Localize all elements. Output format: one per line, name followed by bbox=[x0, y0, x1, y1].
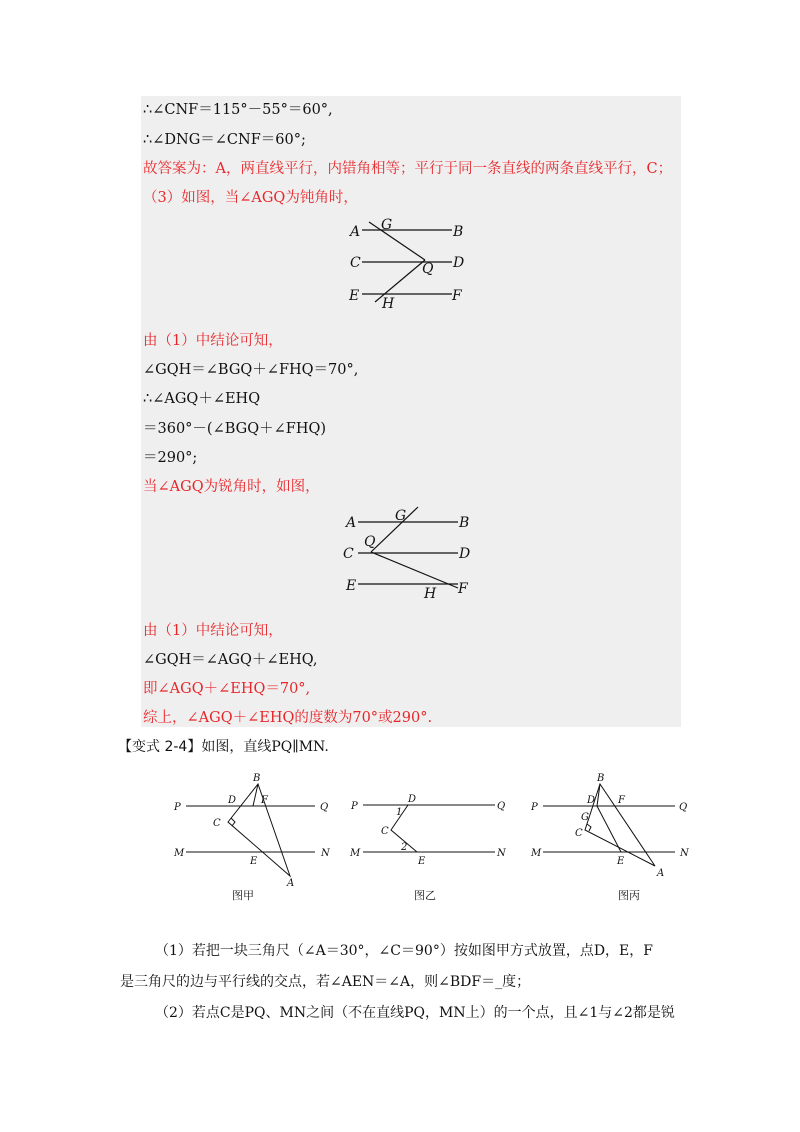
figure-bing bbox=[525, 772, 700, 907]
fig1-label-D: D bbox=[453, 255, 465, 271]
jia-caption: 图甲 bbox=[232, 889, 254, 902]
bing-P: P bbox=[531, 802, 538, 813]
fig2-label-H: H bbox=[424, 586, 437, 602]
solution-line-8: ＝360°－(∠BGQ＋∠FHQ) bbox=[143, 421, 327, 437]
solution-line-9: ＝290°; bbox=[143, 450, 198, 466]
fig2-label-B: B bbox=[459, 515, 470, 531]
fig1-label-C: C bbox=[350, 255, 361, 271]
fig1-label-E: E bbox=[349, 288, 360, 304]
yi-C: C bbox=[381, 826, 389, 837]
solution-line-12: ∠GQH＝∠AGQ＋∠EHQ, bbox=[143, 652, 318, 668]
bing-C: C bbox=[575, 828, 583, 839]
solution-line-1: ∴∠CNF＝115°－55°＝60°, bbox=[143, 102, 333, 118]
figure-jia bbox=[170, 772, 340, 907]
solution-line-14: 综上，∠AGQ＋∠EHQ的度数为70°或290°. bbox=[143, 710, 433, 726]
solution-line-2: ∴∠DNG＝∠CNF＝60°; bbox=[143, 132, 306, 148]
fig2-label-F: F bbox=[458, 581, 468, 597]
solution-line-3: 故答案为：A，两直线平行，内错角相等；平行于同一条直线的两条直线平行，C； bbox=[143, 161, 673, 177]
fig1-label-B: B bbox=[453, 224, 464, 240]
fig1-label-G: G bbox=[381, 217, 393, 233]
fig2-label-Q: Q bbox=[364, 534, 376, 550]
fig2-label-G: G bbox=[395, 508, 407, 524]
yi-M: M bbox=[350, 848, 361, 859]
jia-C: C bbox=[213, 818, 221, 829]
solution-line-10: 当∠AGQ为锐角时，如图， bbox=[143, 479, 320, 495]
fig1-label-H: H bbox=[382, 296, 395, 312]
figure-acute-case bbox=[340, 505, 480, 605]
jia-M: M bbox=[174, 848, 185, 859]
yi-D: D bbox=[408, 794, 417, 805]
yi-angle-1: 1 bbox=[396, 807, 403, 818]
jia-Q: Q bbox=[320, 802, 329, 813]
bing-A: A bbox=[657, 868, 665, 879]
bing-D: D bbox=[587, 795, 596, 806]
yi-P: P bbox=[351, 801, 358, 812]
question-1-line-a: （1）若把一块三角尺（∠A＝30°，∠C＝90°）按如图甲方式放置，点D，E，F bbox=[155, 943, 653, 959]
fig2-label-E: E bbox=[346, 578, 357, 594]
jia-E: E bbox=[250, 856, 258, 867]
solution-line-7: ∴∠AGQ＋∠EHQ bbox=[143, 391, 261, 407]
jia-B: B bbox=[253, 773, 261, 784]
figure-yi bbox=[345, 772, 515, 907]
bing-F: F bbox=[618, 795, 625, 806]
solution-line-11: 由（1）中结论可知， bbox=[143, 623, 283, 639]
variant-tag: 【变式 2-4】 bbox=[118, 739, 202, 755]
fig2-label-C: C bbox=[343, 546, 354, 562]
bing-G: G bbox=[581, 812, 589, 823]
fig1-label-A: A bbox=[350, 224, 361, 240]
yi-angle-2: 2 bbox=[401, 842, 408, 853]
bing-B: B bbox=[597, 773, 605, 784]
fig1-label-F: F bbox=[452, 288, 462, 304]
solution-line-6: ∠GQH＝∠BGQ＋∠FHQ＝70°, bbox=[143, 362, 359, 378]
jia-D: D bbox=[228, 795, 237, 806]
solution-line-4: （3）如图，当∠AGQ为钝角时， bbox=[143, 190, 358, 206]
jia-F: F bbox=[261, 795, 268, 806]
bing-N: N bbox=[680, 848, 689, 859]
bing-caption: 图丙 bbox=[618, 889, 640, 902]
question-1-line-b: 是三角尺的边与平行线的交点，若∠AEN＝∠A，则∠BDF＝_度； bbox=[120, 974, 531, 990]
yi-Q: Q bbox=[497, 801, 506, 812]
bing-M: M bbox=[531, 848, 542, 859]
fig2-label-D: D bbox=[459, 546, 471, 562]
bing-E: E bbox=[617, 856, 625, 867]
variant-heading bbox=[118, 738, 329, 756]
jia-P: P bbox=[174, 802, 181, 813]
solution-line-5: 由（1）中结论可知， bbox=[143, 333, 283, 349]
yi-N: N bbox=[497, 848, 506, 859]
solution-line-13: 即∠AGQ＋∠EHQ＝70°, bbox=[143, 681, 311, 697]
figure-obtuse-case bbox=[340, 213, 480, 315]
variant-text: 如图，直线PQ∥MN. bbox=[201, 739, 329, 755]
jia-N: N bbox=[321, 848, 330, 859]
jia-A: A bbox=[287, 878, 295, 889]
fig2-label-A: A bbox=[346, 515, 357, 531]
yi-caption: 图乙 bbox=[414, 889, 436, 902]
bing-Q: Q bbox=[679, 802, 688, 813]
yi-E: E bbox=[418, 856, 426, 867]
fig1-label-Q: Q bbox=[422, 261, 434, 277]
question-2-line: （2）若点C是PQ、MN之间（不在直线PQ，MN上）的一个点，且∠1与∠2都是锐 bbox=[155, 1005, 675, 1021]
